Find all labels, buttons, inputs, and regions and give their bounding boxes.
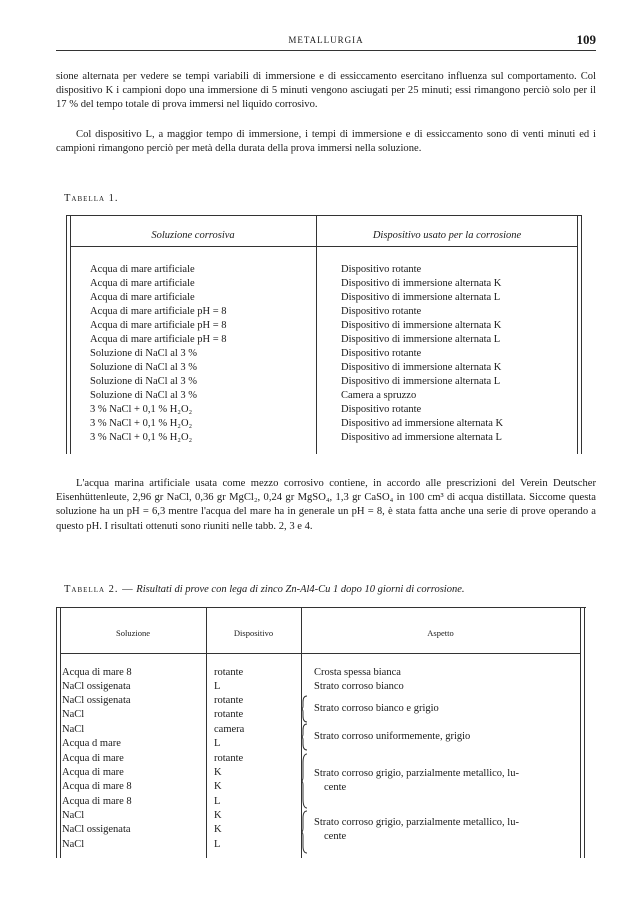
table-row	[66, 375, 582, 389]
table1-cell-solution: Acqua di mare artificiale	[90, 278, 195, 289]
table-row	[66, 431, 582, 445]
table2-caption-text: Risultati di prove con lega di zinco Zn-Al4-Cu 1 dopo 10 giorni di corrosione.	[136, 584, 465, 595]
table1-cell-device: Dispositivo di immersione alternata L	[341, 292, 501, 303]
table1-cell-solution: Soluzione di NaCl al 3 %	[90, 376, 198, 387]
table2-cell-device: rotante	[214, 753, 244, 764]
table1-cell-solution: 3 % NaCl + 0,1 % H₂O₂	[90, 404, 193, 415]
paragraph-1: sione alternata per vedere se tempi variabili di immersione e di essiccamento esercitano influenza sul comportamento. Col dispositivo K i campioni dopo una immersione di 5 minuti vengono asciugati per 25 minuti; essi rimangono perciò solo per il 17 % del tempo totale di prova immersi nel liquido corrosivo.	[56, 71, 596, 111]
table2-cell-solution: NaCl ossigenata	[62, 681, 131, 692]
table-1	[66, 215, 582, 454]
table-row	[66, 389, 582, 403]
table1-cell-device: Dispositivo rotante	[341, 306, 422, 317]
table2-cell-solution: Acqua di mare 8	[62, 667, 132, 678]
table-row	[66, 263, 582, 277]
table-row	[66, 333, 582, 347]
table1-cell-device: Dispositivo rotante	[341, 348, 422, 359]
table2-cell-device: L	[214, 681, 221, 692]
table2-header-device: Dispositivo	[233, 628, 274, 638]
table2-aspect-1: Crosta spessa bianca	[314, 667, 401, 678]
table2-header-solution: Soluzione	[116, 628, 150, 638]
table1-cell-device: Dispositivo ad immersione alternata L	[341, 432, 502, 443]
table1-cell-device: Dispositivo di immersione alternata L	[341, 376, 501, 387]
table2-aspect-3: Strato corroso bianco e grigio	[314, 703, 439, 714]
table-row	[56, 838, 586, 852]
table2-cell-solution: NaCl ossigenata	[62, 824, 131, 835]
table2-cell-device: K	[214, 824, 222, 835]
table1-header-solution: Soluzione corrosiva	[151, 230, 235, 241]
table2-cell-solution: NaCl	[62, 709, 85, 720]
table2-cell-device: L	[214, 839, 221, 850]
table1-cell-device: Dispositivo rotante	[341, 264, 422, 275]
table2-aspect-2: Strato corroso bianco	[314, 681, 404, 692]
table1-header-device: Dispositivo usato per la corrosione	[372, 230, 522, 241]
table1-header-rule	[70, 246, 578, 247]
table2-cell-solution: NaCl	[62, 839, 85, 850]
table1-cell-solution: 3 % NaCl + 0,1 % H₂O₂	[90, 432, 193, 443]
table2-aspect-4: Strato corroso uniformemente, grigio	[314, 731, 471, 742]
table1-caption: Tabella 1.	[64, 193, 119, 204]
table2-aspect-6: Strato corroso grigio, parzialmente metallico, lu-	[314, 817, 519, 828]
brace-icon	[300, 753, 310, 809]
table2-aspect-6-cont: cente	[324, 831, 347, 842]
table1-cell-device: Dispositivo di immersione alternata K	[341, 320, 502, 331]
table2-cell-device: K	[214, 767, 222, 778]
table-row	[56, 752, 586, 766]
table2-cell-device: rotante	[214, 709, 244, 720]
table1-cell-device: Dispositivo di immersione alternata K	[341, 278, 502, 289]
table2-cell-device: rotante	[214, 667, 244, 678]
table1-cell-device: Dispositivo rotante	[341, 404, 422, 415]
table-2	[56, 607, 586, 858]
table-row	[66, 319, 582, 333]
table2-cell-device: K	[214, 781, 222, 792]
table2-aspect-5-cont: cente	[324, 782, 347, 793]
table2-cell-solution: NaCl	[62, 810, 85, 821]
paragraph-3: L'acqua marina artificiale usata come mezzo corrosivo contiene, in accordo alle prescrizioni del Verein Deutscher Eisenhüttenleute, 2,96 gr NaCl, 0,36 gr MgCl₂, 0,24 gr MgSO₄, 1,3 gr CaSO₄ in 100 cm³ di acqua distillata. Siccome questa soluzione ha un pH = 6,3 mentre l'acqua del mare ha in generale un pH = 8, è stata fatta anche una serie di prove operando a questo pH. I risultati ottenuti sono riuniti nelle tabb. 2, 3 e 4.	[56, 478, 596, 532]
brace-icon	[300, 695, 310, 723]
table-row	[66, 277, 582, 291]
table-row	[66, 403, 582, 417]
table1-cell-solution: Soluzione di NaCl al 3 %	[90, 348, 198, 359]
table2-header-rule	[60, 653, 580, 654]
table2-cell-solution: Acqua di mare	[62, 767, 124, 778]
table1-cell-solution: Acqua di mare artificiale	[90, 292, 195, 303]
table1-cell-device: Dispositivo di immersione alternata K	[341, 362, 502, 373]
table-row	[66, 361, 582, 375]
table1-cell-solution: Acqua di mare artificiale	[90, 264, 195, 275]
table2-cell-solution: NaCl ossigenata	[62, 695, 131, 706]
table1-cell-solution: Soluzione di NaCl al 3 %	[90, 362, 198, 373]
table2-cell-device: camera	[214, 724, 245, 735]
table1-cell-solution: Acqua di mare artificiale pH = 8	[90, 334, 227, 345]
table-row	[66, 305, 582, 319]
table1-cell-device: Dispositivo di immersione alternata L	[341, 334, 501, 345]
table2-cell-device: K	[214, 810, 222, 821]
table-row	[66, 347, 582, 361]
table1-cell-solution: 3 % NaCl + 0,1 % H₂O₂	[90, 418, 193, 429]
table1-cell-device: Camera a spruzzo	[341, 390, 417, 401]
paragraph-2: Col dispositivo L, a maggior tempo di immersione, i tempi di immersione e di essiccamento sono di venti minuti ed i campioni rimangono perciò per metà della durata della prova immersi nella soluzione.	[56, 129, 596, 155]
brace-icon	[300, 723, 310, 751]
table2-cell-solution: Acqua d mare	[62, 738, 121, 749]
table-row	[66, 291, 582, 305]
table2-aspect-5: Strato corroso grigio, parzialmente metallico, lu-	[314, 768, 519, 779]
brace-icon	[300, 810, 310, 854]
table-row	[56, 780, 586, 794]
table2-cell-device: rotante	[214, 695, 244, 706]
table2-cell-solution: Acqua di mare 8	[62, 796, 132, 807]
table-row	[66, 417, 582, 431]
table2-caption	[64, 584, 464, 595]
table2-cell-solution: Acqua di mare 8	[62, 781, 132, 792]
table2-caption-label: Tabella 2. —	[64, 584, 134, 595]
page-number: 109	[576, 32, 596, 47]
table1-cell-solution: Acqua di mare artificiale pH = 8	[90, 320, 227, 331]
table2-cell-solution: NaCl	[62, 724, 85, 735]
table-row	[56, 795, 586, 809]
table2-cell-device: L	[214, 738, 221, 749]
table1-cell-solution: Soluzione di NaCl al 3 %	[90, 390, 198, 401]
table1-cell-device: Dispositivo ad immersione alternata K	[341, 418, 504, 429]
running-title: METALLURGIA	[288, 35, 364, 45]
table2-header-aspect: Aspetto	[427, 628, 454, 638]
table1-cell-solution: Acqua di mare artificiale pH = 8	[90, 306, 227, 317]
table2-cell-solution: Acqua di mare	[62, 753, 124, 764]
table2-cell-device: L	[214, 796, 221, 807]
page-header	[56, 32, 596, 51]
